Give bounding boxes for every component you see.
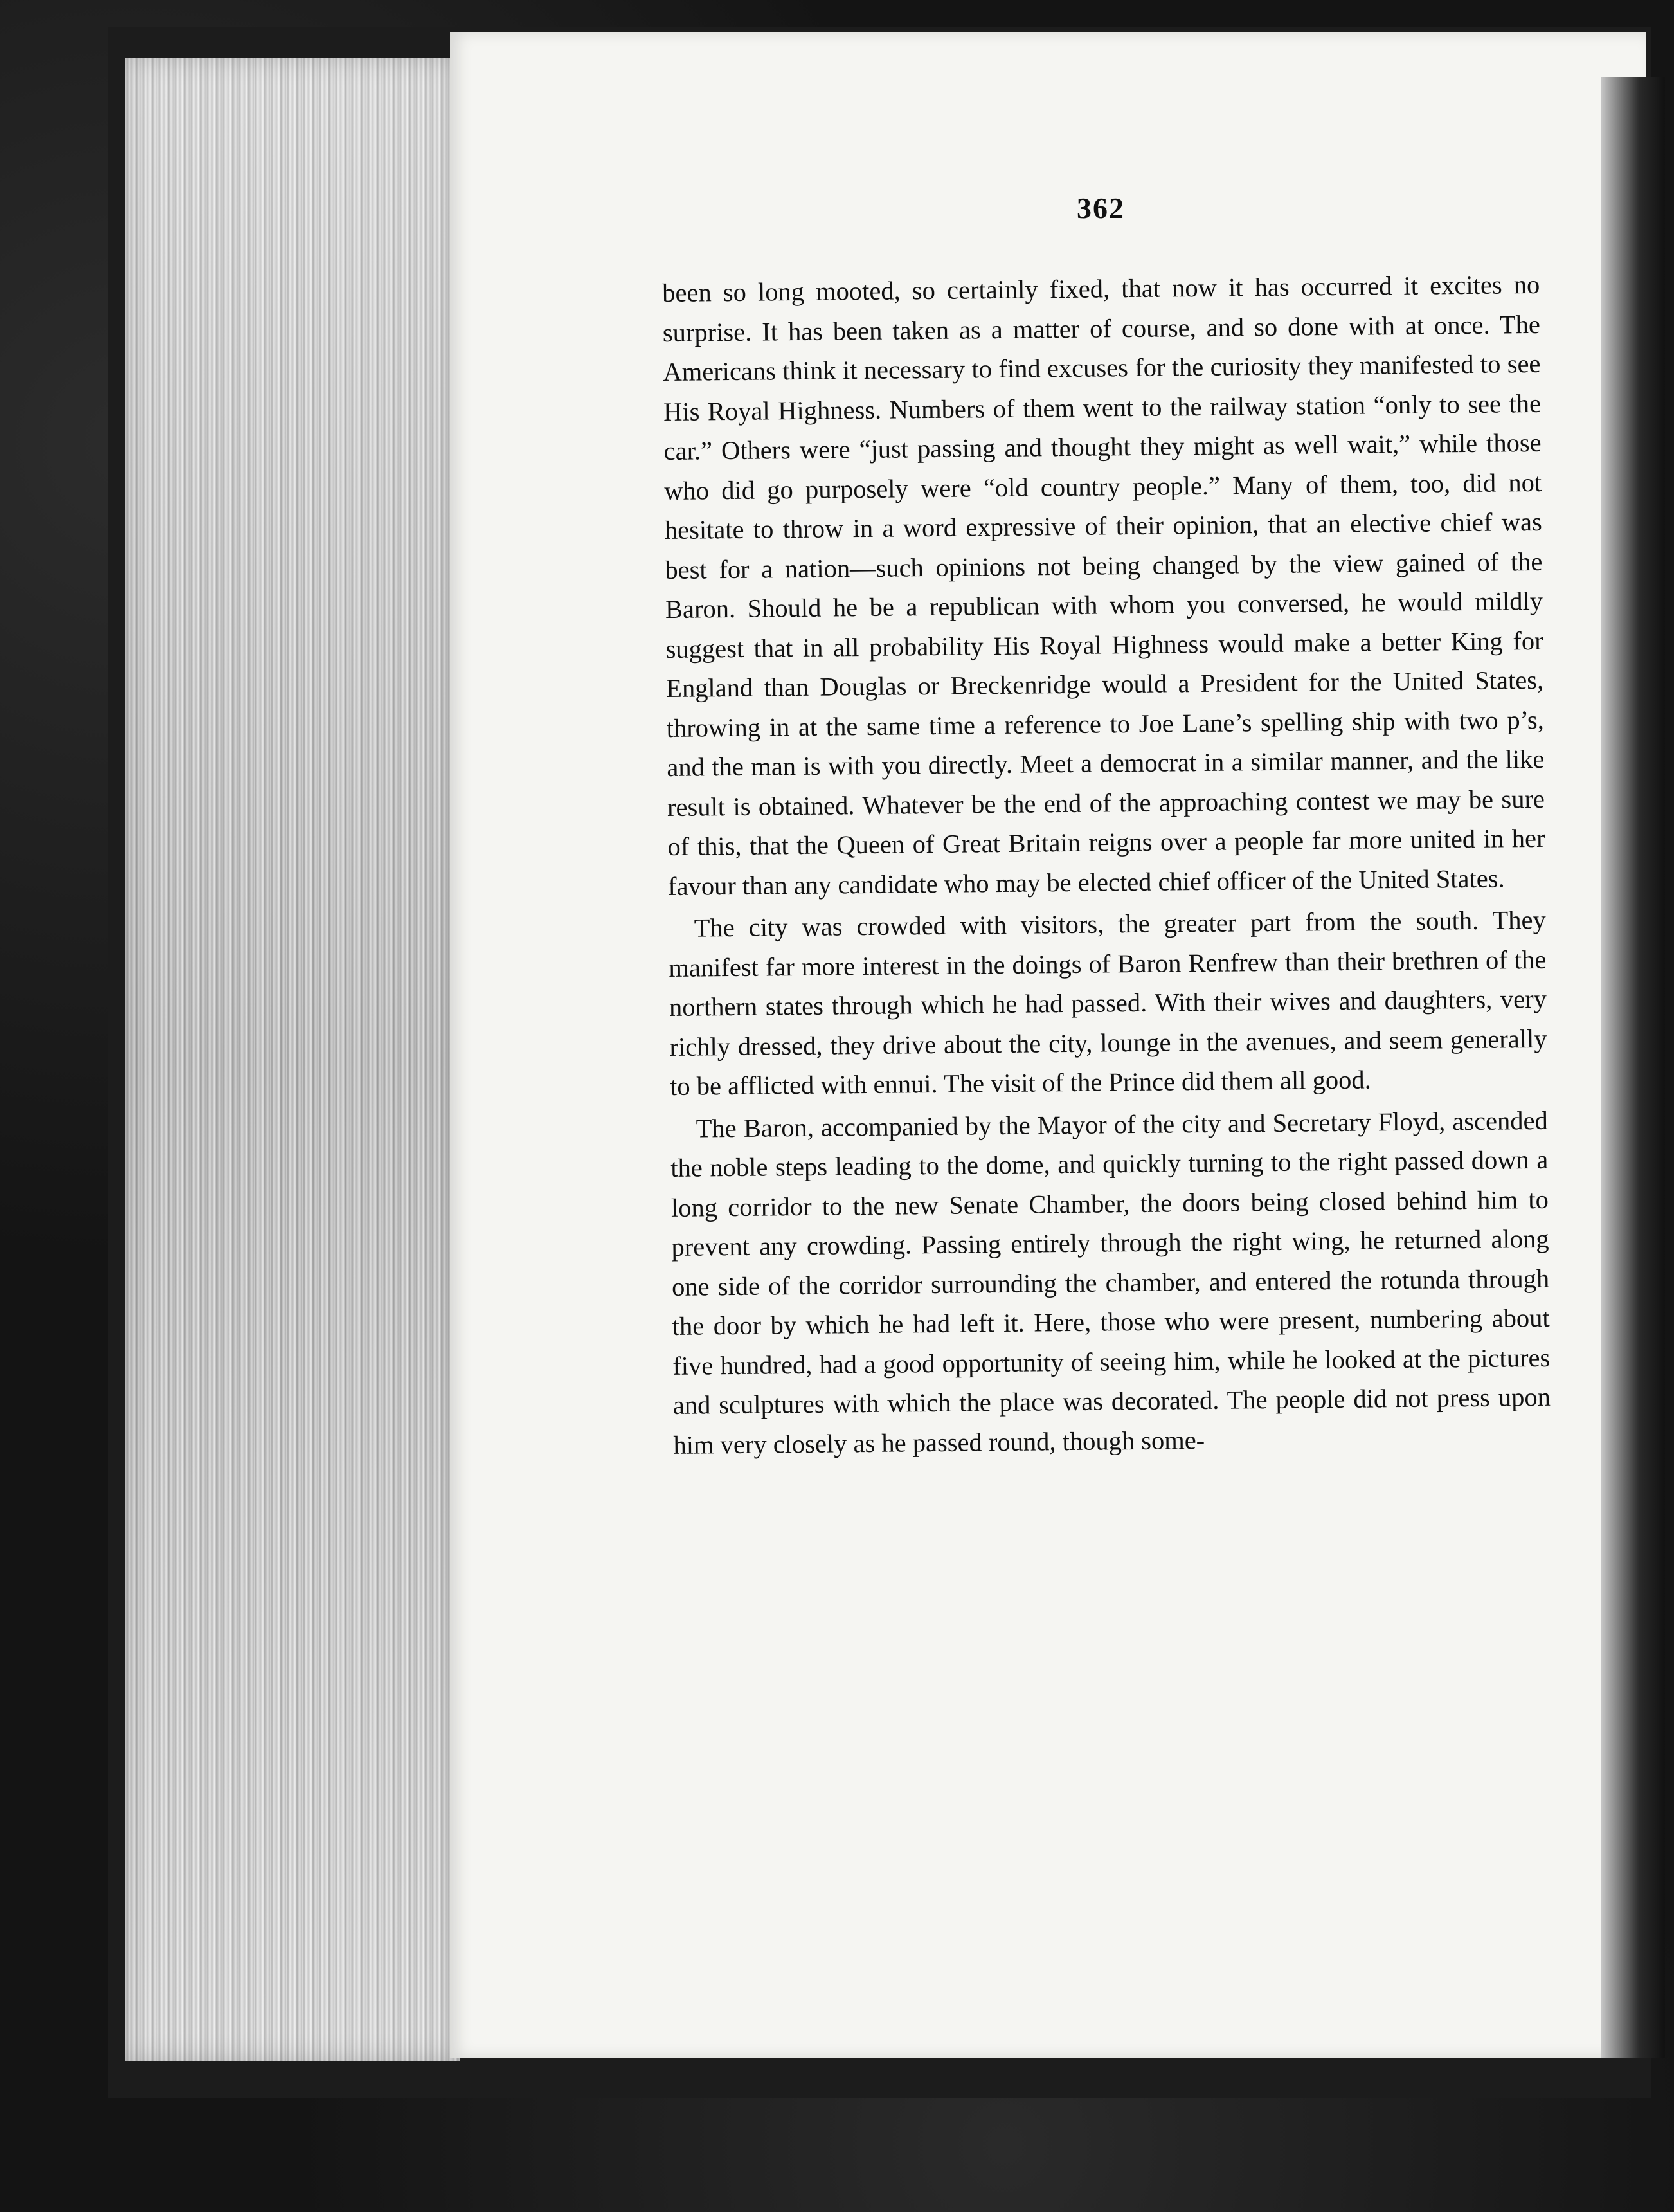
page-body-text xyxy=(662,265,1551,1465)
paragraph-1: been so long mooted, so certainly fixed, that now it has occurred it excites no surprise. It has been taken as a matter of course, and so done with at once. The Americans think it necessary to find excuses for the curiosity they manifested to see His Royal Highness. Numbers of them went to the railway station “only to see the car.” Others were “just passing and thought they might as well wait,” while those who did go purposely were “old country people.” Many of them, too, did not hesitate to throw in a word expressive of their opinion, that an elective chief was best for a nation—such opinions not being changed by the view gained of the Baron. Should he be a republican with whom you conversed, he would mildly suggest that in all probability His Royal Highness would make a better King for England than Douglas or Breckenridge would a President for the United States, throwing in at the same time a reference to Joe Lane’s spelling ship with two p’s, and the man is with you directly. Meet a democrat in a similar manner, and the like result is obtained. Whatever be the end of the approaching contest we may be sure of this, that the Queen of Great Britain reigns over a people far more united in her favour than any candidate who may be elected chief officer of the United States. xyxy=(662,269,1545,901)
paragraph-2: The city was crowded with visitors, the greater part from the south. They manifest far more interest in the doings of Baron Renfrew than their brethren of the northern states through which he had passed. With their wives and daughters, very richly dressed, they drive about the city, lounge in the avenues, and seem generally to be afflicted with ennui. The visit of the Prince did them all good. xyxy=(669,905,1547,1101)
page-edges xyxy=(125,58,460,2061)
page-gutter-edge xyxy=(1601,77,1665,2058)
paragraph-3: The Baron, accompanied by the Mayor of the city and Secretary Floyd, ascended the noble steps leading to the dome, and quickly turning to the right passed down a long corridor to the new Senate Chamber, the doors being closed behind him to prevent any crowding. Passing entirely through the right wing, he returned along one side of the corridor surrounding the chamber, and entered the rotunda through the door by which he had left it. Here, those who were present, numbering about five hundred, had a good opportunity of seeing him, while he looked at the pictures and sculptures with which the place was decorated. The people did not press upon him very closely as he passed round, though some- xyxy=(670,1105,1551,1460)
page-number: 362 xyxy=(1077,192,1125,224)
